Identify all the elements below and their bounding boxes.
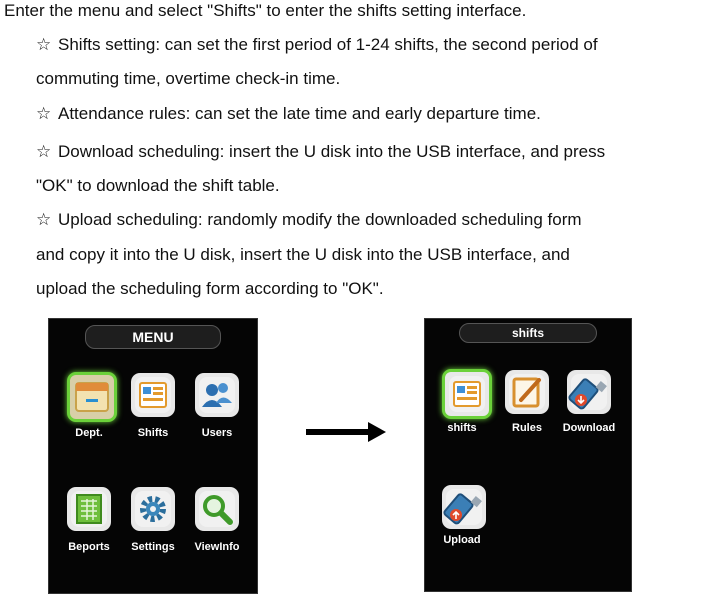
menu-item-users-label: Users bbox=[201, 427, 233, 439]
star-icon: ☆ bbox=[36, 35, 52, 54]
users-icon bbox=[195, 373, 239, 417]
menu-item-reports-label: Beports bbox=[68, 541, 110, 553]
reports-tile[interactable] bbox=[67, 487, 111, 531]
upload-tile[interactable] bbox=[442, 485, 486, 529]
users-tile[interactable] bbox=[195, 373, 239, 417]
bullet-download-line-1: ☆ Download scheduling: insert the U disk into the USB interface, and press bbox=[36, 142, 606, 161]
shifts-item-upload-label: Upload bbox=[443, 534, 481, 546]
reports-icon bbox=[67, 487, 111, 531]
menu-item-settings-label: Settings bbox=[131, 541, 175, 553]
shifts-icon bbox=[131, 373, 175, 417]
menu-item-dept-label: Dept. bbox=[75, 427, 103, 439]
viewinfo-tile[interactable] bbox=[195, 487, 239, 531]
upload-icon bbox=[442, 485, 486, 529]
menu-item-shifts-label: Shifts bbox=[137, 427, 169, 439]
bullet-upload-line-1: ☆ Upload scheduling: randomly modify the downloaded scheduling form bbox=[36, 210, 582, 229]
shifts-item-shifts-label: shifts bbox=[447, 422, 477, 434]
rules-tile[interactable] bbox=[505, 370, 549, 414]
shifts-screen bbox=[424, 318, 632, 592]
star-icon: ☆ bbox=[36, 210, 52, 229]
dept-tile[interactable] bbox=[67, 372, 117, 422]
shifts-item-download-label: Download bbox=[562, 422, 616, 434]
arrow-right-icon bbox=[306, 422, 386, 442]
rules-icon bbox=[505, 370, 549, 414]
shifts-item-rules-label: Rules bbox=[512, 422, 542, 434]
bullet-shifts-line-2: commuting time, overtime check-in time. bbox=[36, 69, 341, 88]
bullet-shifts-line-1: ☆ Shifts setting: can set the first period of 1-24 shifts, the second period of bbox=[36, 35, 598, 54]
shifts-sub-tile[interactable] bbox=[442, 369, 492, 419]
shifts-tile[interactable] bbox=[131, 373, 175, 417]
settings-tile[interactable] bbox=[131, 487, 175, 531]
menu-screen bbox=[48, 318, 258, 594]
settings-icon bbox=[131, 487, 175, 531]
bullet-download-line-2: "OK" to download the shift table. bbox=[36, 176, 280, 195]
intro-text: Enter the menu and select "Shifts" to enter the shifts setting interface. bbox=[4, 1, 527, 20]
download-icon bbox=[567, 370, 611, 414]
dept-icon bbox=[70, 375, 114, 419]
star-icon: ☆ bbox=[36, 142, 52, 161]
shifts-title: shifts bbox=[459, 323, 597, 343]
star-icon: ☆ bbox=[36, 104, 52, 123]
bullet-rules-line-1: ☆ Attendance rules: can set the late time and early departure time. bbox=[36, 104, 541, 123]
viewinfo-icon bbox=[195, 487, 239, 531]
bullet-upload-line-2: and copy it into the U disk, insert the U disk into the USB interface, and bbox=[36, 245, 570, 264]
shifts-icon bbox=[445, 372, 489, 416]
download-tile[interactable] bbox=[567, 370, 611, 414]
menu-item-viewinfo-label: ViewInfo bbox=[194, 541, 240, 553]
menu-title: MENU bbox=[85, 325, 221, 349]
bullet-upload-line-3: upload the scheduling form according to "OK". bbox=[36, 279, 384, 298]
